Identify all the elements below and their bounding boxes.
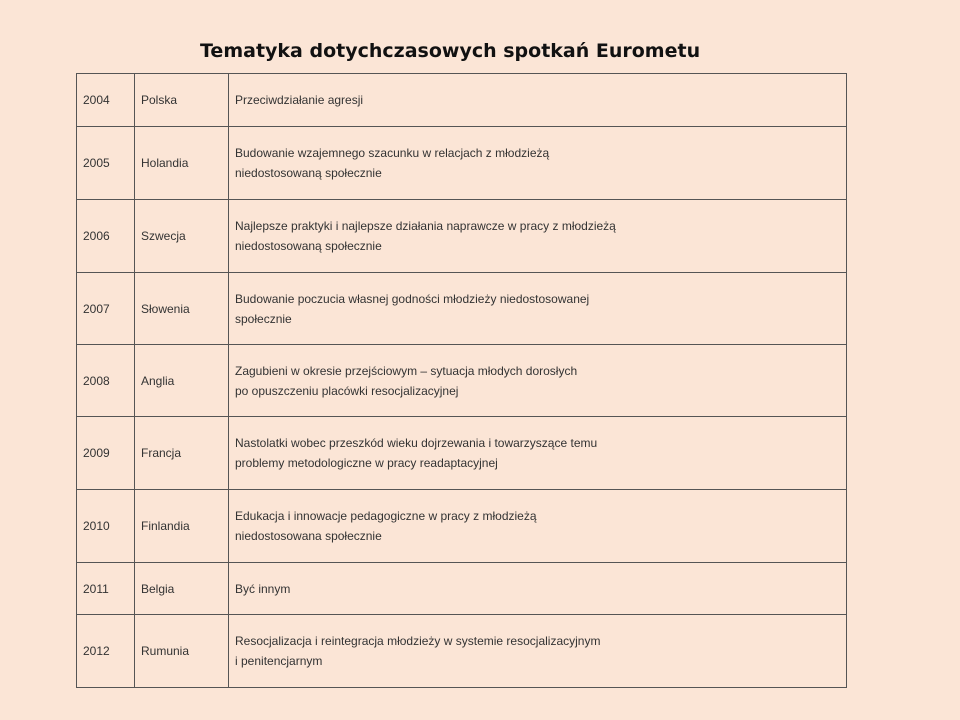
year-cell: 2012 [77,615,135,688]
country-cell: Polska [135,74,229,127]
year-cell: 2008 [77,345,135,417]
country-cell: Francja [135,417,229,490]
topic-line: problemy metodologiczne w pracy readaptacyjnej [235,456,498,470]
topic-line: Edukacja i innowacje pedagogiczne w pracy z młodzieżą [235,509,537,523]
topic-line: społecznie [235,311,292,326]
meetings-table [76,73,847,688]
topic-cell [229,345,847,417]
year-cell: 2011 [77,563,135,615]
topic-cell [229,74,847,127]
topic-line: niedostosowana społecznie [235,529,382,543]
topic-line: niedostosowaną społecznie [235,166,382,180]
table-row [77,200,847,273]
table-row [77,490,847,563]
country-cell: Rumunia [135,615,229,688]
table-row [77,563,847,615]
table-row [77,417,847,490]
year-cell: 2007 [77,273,135,345]
topic-cell [229,563,847,615]
year-cell: 2010 [77,490,135,563]
country-cell: Słowenia [135,273,229,345]
topic-line: Resocjalizacja i reintegracja młodzieży w systemie resocjalizacyjnym [235,634,601,648]
country-cell: Szwecja [135,200,229,273]
table-row [77,127,847,200]
topic-cell [229,615,847,688]
topic-line: Zagubieni w okresie przejściowym – sytuacja młodych dorosłych [235,363,578,378]
country-cell: Finlandia [135,490,229,563]
topic-cell [229,273,847,345]
topic-line: Przeciwdziałanie agresji [235,93,364,107]
country-cell: Holandia [135,127,229,200]
topic-line: Być innym [235,581,291,596]
year-cell: 2005 [77,127,135,200]
topic-line: Najlepsze praktyki i najlepsze działania naprawcze w pracy z młodzieżą [235,219,616,233]
topic-cell [229,200,847,273]
year-cell: 2009 [77,417,135,490]
table-row [77,345,847,417]
topic-line: Nastolatki wobec przeszkód wieku dojrzewania i towarzyszące temu [235,436,598,450]
country-cell: Belgia [135,563,229,615]
country-cell: Anglia [135,345,229,417]
table-row [77,615,847,688]
topic-line: Budowanie poczucia własnej godności młodzieży niedostosowanej [235,291,590,306]
table-row [77,74,847,127]
topic-cell [229,127,847,200]
topic-line: po opuszczeniu placówki resocjalizacyjnej [235,383,459,398]
topic-line: niedostosowaną społecznie [235,239,382,253]
topic-cell [229,490,847,563]
slide-title: Tematyka dotychczasowych spotkań Eurometu [200,40,701,62]
topic-cell [229,417,847,490]
year-cell: 2006 [77,200,135,273]
topic-line: Budowanie wzajemnego szacunku w relacjach z młodzieżą [235,146,550,160]
year-cell: 2004 [77,74,135,127]
table-row [77,273,847,345]
topic-line: i penitencjarnym [235,654,323,668]
